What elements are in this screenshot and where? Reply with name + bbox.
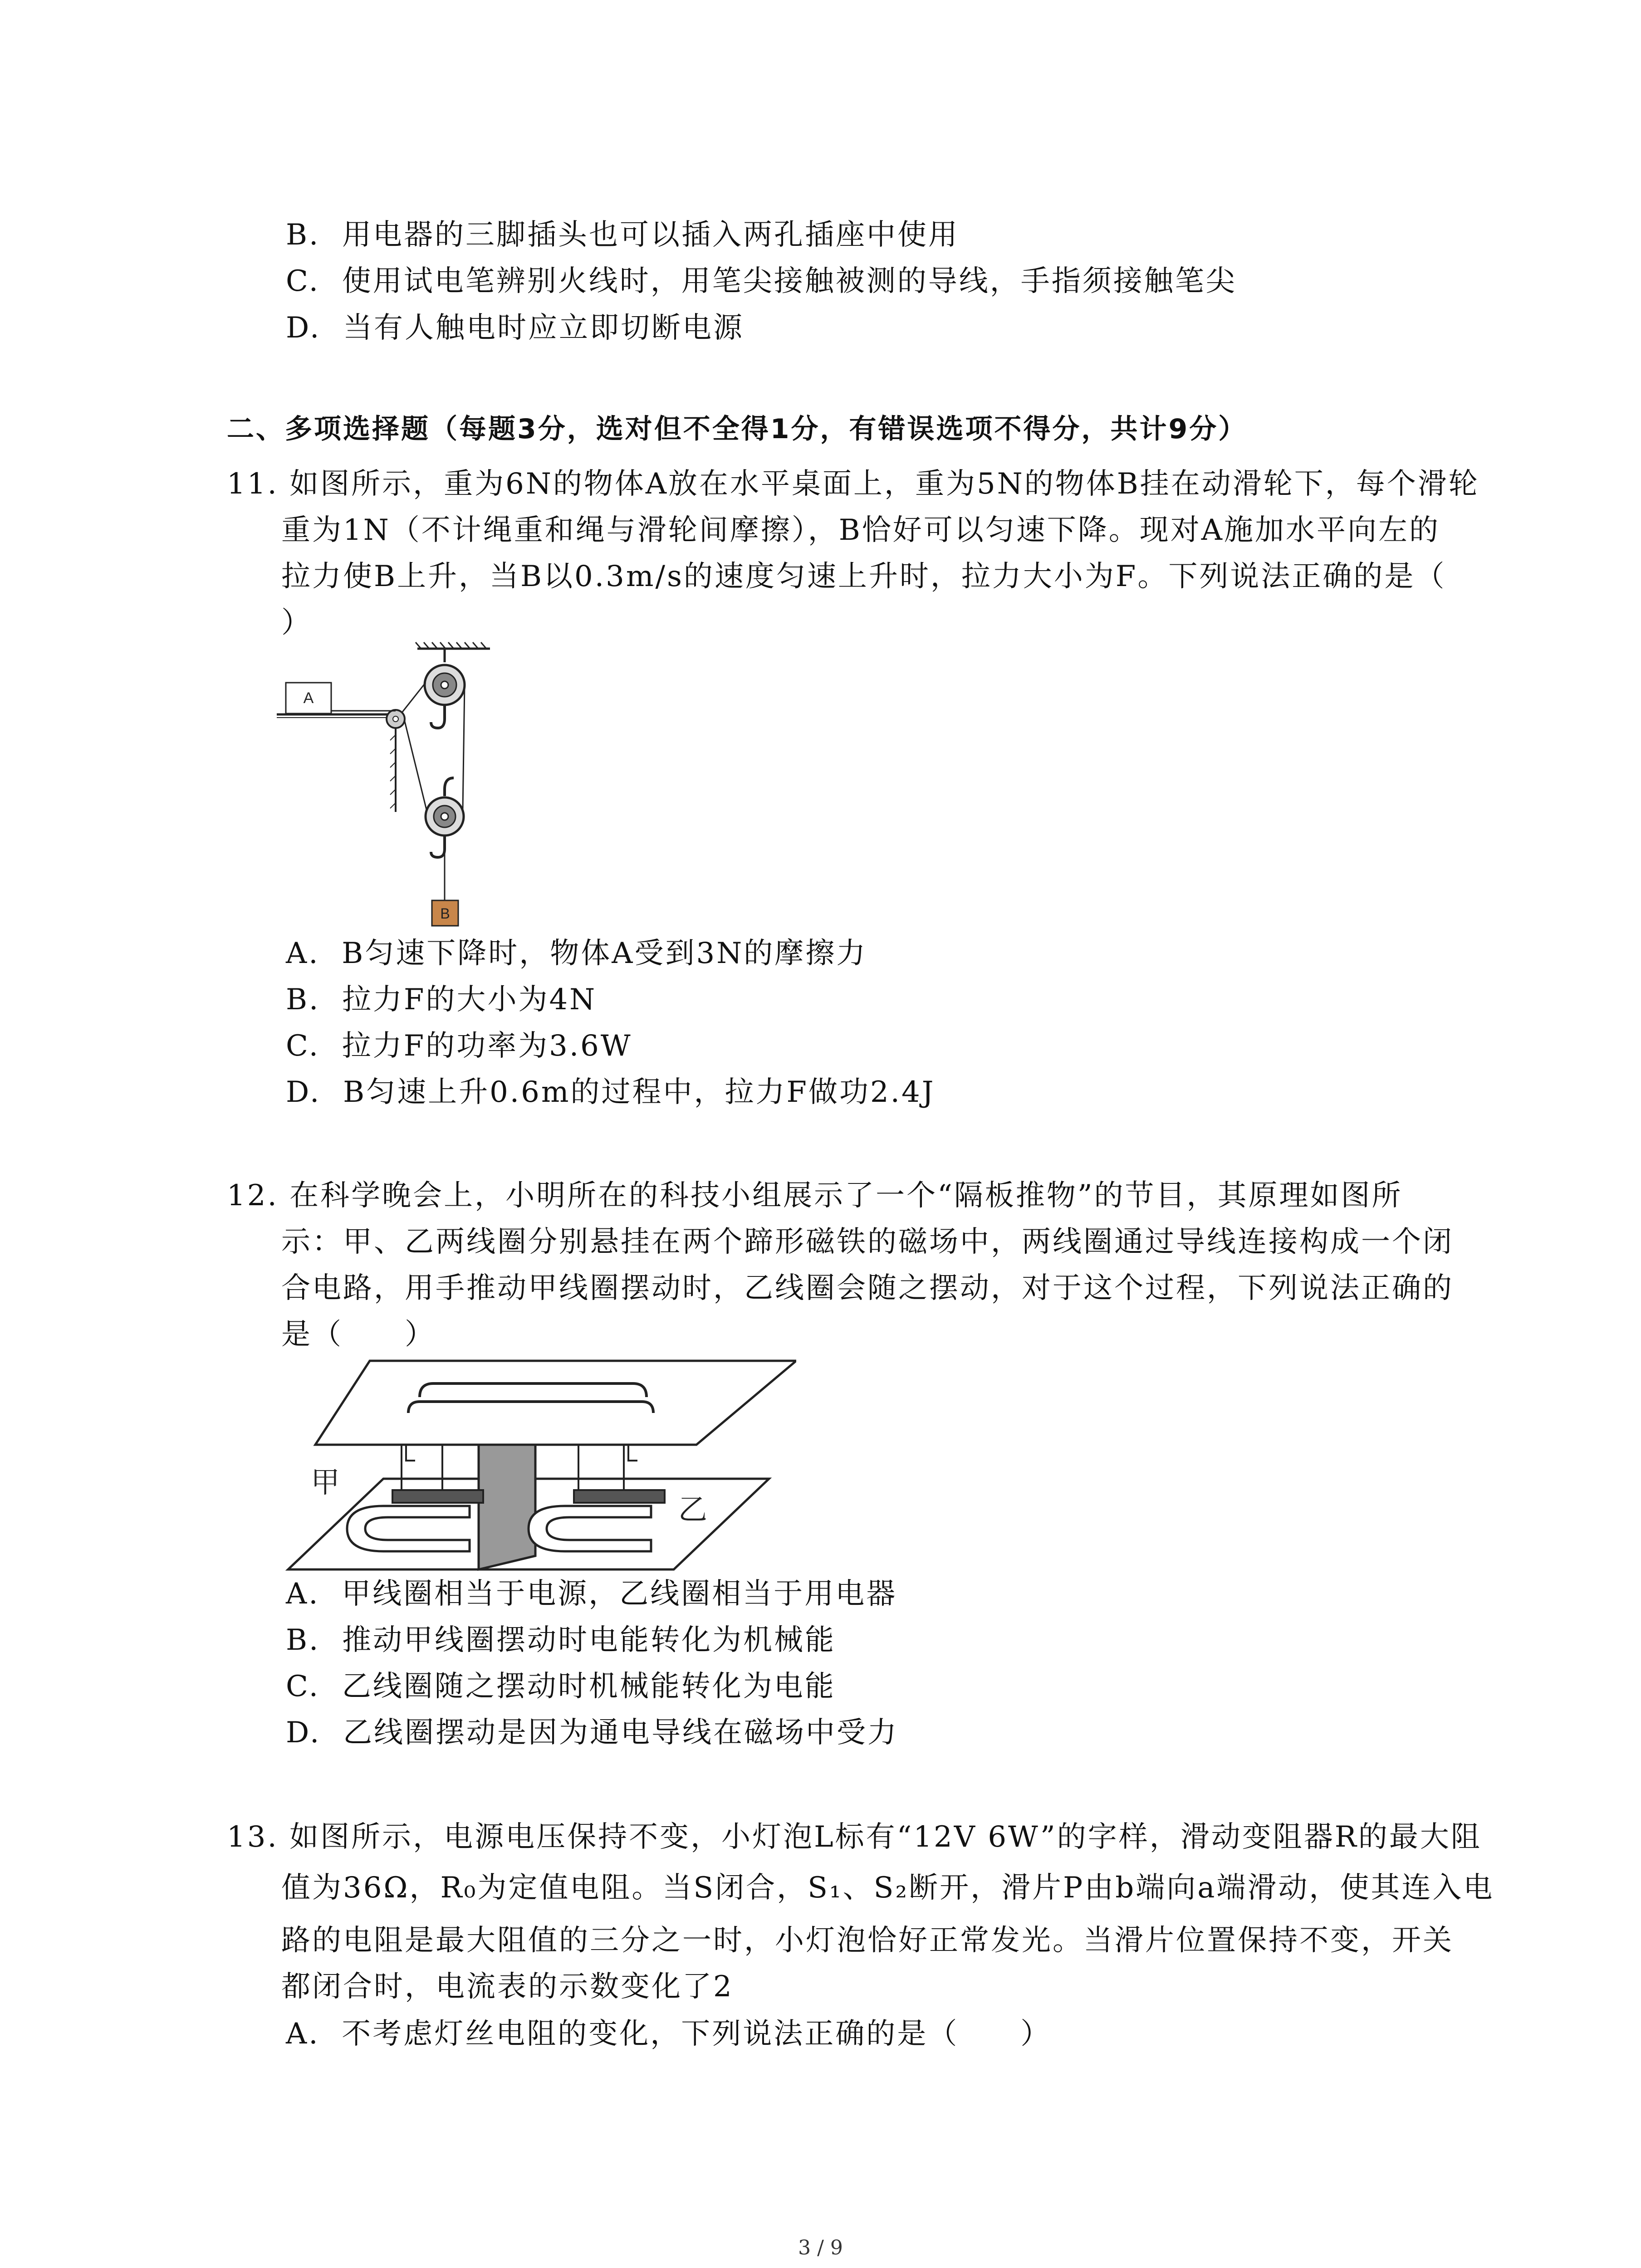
q13-stem-line-2: 值为36Ω，R₀为定值电阻。当S闭合，S₁、S₂断开，滑片P由b端向a端滑动，使其连入电 xyxy=(281,1871,1494,1905)
q11-option-a: A. B匀速下降时，物体A受到3N的摩擦力 xyxy=(286,937,867,970)
q11-option-c: C. 拉力F的功率为3.6W xyxy=(286,1029,632,1063)
pulley-figure xyxy=(277,640,513,930)
option-d-prev: D. 当有人触电时应立即切断电源 xyxy=(286,311,745,345)
coil-magnet-figure xyxy=(279,1356,796,1579)
q12-stem-line-4: 是（ ） xyxy=(281,1318,436,1351)
label-jia: 甲 xyxy=(311,1466,340,1500)
q13-stem-line-1: 13. 如图所示，电源电压保持不变，小灯泡L标有“12V 6W”的字样，滑动变阻器R的最大阻 xyxy=(227,1820,1482,1854)
q13-stem-line-4: 都闭合时，电流表的示数变化了2 xyxy=(281,1970,734,2004)
label-yi: 乙 xyxy=(678,1493,707,1527)
label-a: A xyxy=(303,689,314,707)
q12-stem-line-1: 12. 在科学晚会上，小明所在的科技小组展示了一个“隔板推物”的节目，其原理如图所 xyxy=(227,1179,1403,1212)
option-c-prev: C. 使用试电笔辨别火线时，用笔尖接触被测的导线，手指须接触笔尖 xyxy=(286,264,1237,298)
coil-jia xyxy=(392,1490,483,1503)
page-number: 3 / 9 xyxy=(798,2236,843,2259)
q12-option-c: C. 乙线圈随之摆动时机械能转化为电能 xyxy=(286,1670,836,1703)
q12-stem-line-2: 示：甲、乙两线圈分别悬挂在两个蹄形磁铁的磁场中，两线圈通过导线连接构成一个闭 xyxy=(281,1225,1454,1259)
q12-option-b: B. 推动甲线圈摆动时电能转化为机械能 xyxy=(286,1623,836,1657)
label-b: B xyxy=(440,905,450,922)
movable-pulley xyxy=(426,797,464,836)
section-heading: 二、多项选择题（每题3分，选对但不全得1分，有错误选项不得分，共计9分） xyxy=(227,413,1248,445)
q11-option-b: B. 拉力F的大小为4N xyxy=(286,983,597,1017)
q13-option-a: A. 不考虑灯丝电阻的变化，下列说法正确的是（ ） xyxy=(286,2017,1052,2051)
coil-yi xyxy=(574,1490,665,1503)
q12-option-a: A. 甲线圈相当于电源，乙线圈相当于用电器 xyxy=(286,1577,897,1611)
q12-option-d: D. 乙线圈摆动是因为通电导线在磁场中受力 xyxy=(286,1716,899,1750)
q11-option-d: D. B匀速上升0.6m的过程中，拉力F做功2.4J xyxy=(286,1075,936,1109)
q11-stem-line-4: ） xyxy=(281,606,312,640)
q12-stem-line-3: 合电路，用手推动甲线圈摆动时，乙线圈会随之摆动，对于这个过程，下列说法正确的 xyxy=(281,1271,1454,1305)
fixed-pulley xyxy=(425,665,465,705)
q11-stem-line-3: 拉力使B上升，当B以0.3m/s的速度匀速上升时，拉力大小为F。下列说法正确的是（ xyxy=(281,560,1446,593)
q13-stem-line-3: 路的电阻是最大阻值的三分之一时，小灯泡恰好正常发光。当滑片位置保持不变，开关 xyxy=(281,1924,1454,1957)
q11-stem-line-1: 11. 如图所示，重为6N的物体A放在水平桌面上，重为5N的物体B挂在动滑轮下，每个滑轮 xyxy=(227,467,1479,501)
q11-stem-line-2: 重为1N（不计绳重和绳与滑轮间摩擦），B恰好可以匀速下降。现对A施加水平向左的 xyxy=(281,513,1440,547)
option-b-prev: B. 用电器的三脚插头也可以插入两孔插座中使用 xyxy=(286,218,960,252)
